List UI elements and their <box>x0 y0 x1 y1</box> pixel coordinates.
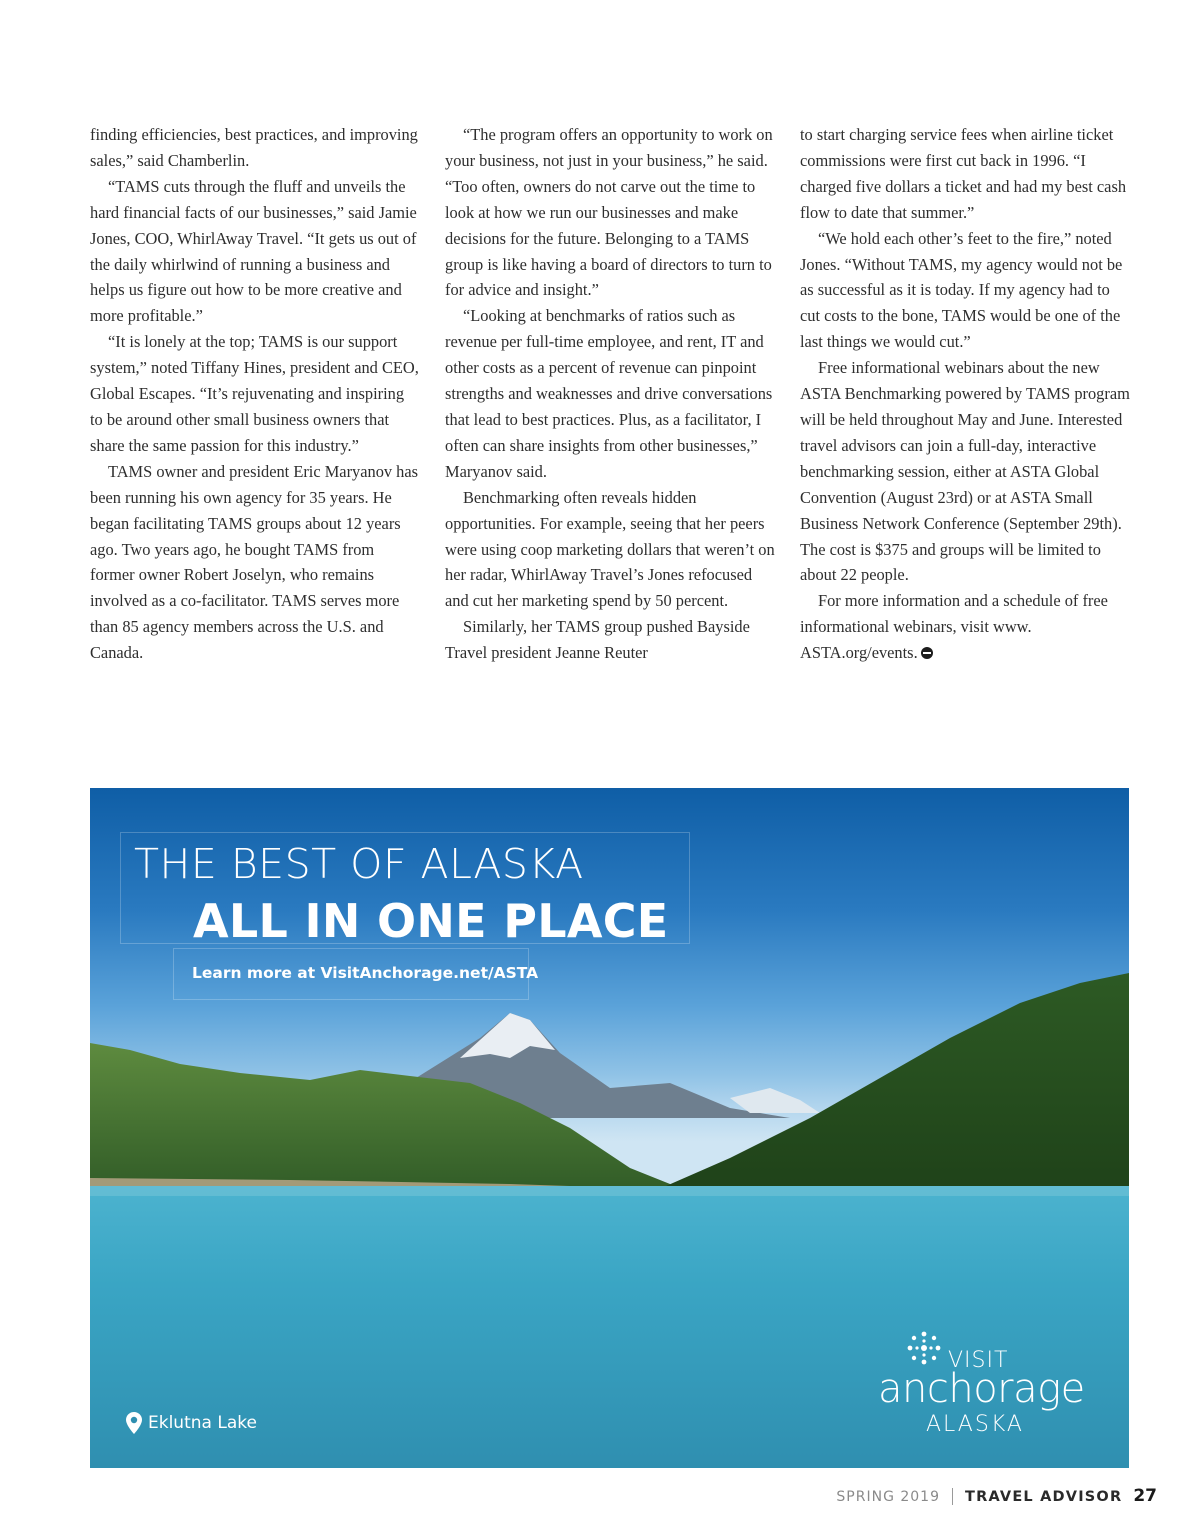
map-pin-icon <box>126 1412 142 1434</box>
anchorage-advertisement[interactable] <box>90 788 1129 1468</box>
magazine-name: TRAVEL ADVISOR <box>965 1489 1123 1505</box>
page-number: 27 <box>1133 1486 1157 1506</box>
issue-date: SPRING 2019 <box>836 1489 940 1505</box>
logo-anchorage: anchorage <box>878 1366 1085 1412</box>
location-label: Eklutna Lake <box>148 1413 257 1433</box>
paragraph-text: For more information and a schedule of free informational webinars, visit www. ASTA.org/events. <box>800 591 1108 663</box>
photo-location <box>126 1412 257 1434</box>
article-body <box>90 122 1130 752</box>
snowflake-icon <box>904 1328 944 1368</box>
left-hills <box>90 1043 690 1198</box>
footer-divider <box>952 1488 953 1505</box>
paragraph: Free informational webinars about the new ASTA Benchmarking powered by TAMS program will be held throughout May and June. Interested travel advisors can join a full-day, interactive benchmarking session, either at ASTA Global Convention (August 23rd) or at ASTA Small Business Network Conference (September 29th). The cost is $375 and groups will be limited to about 22 people. <box>800 358 1130 585</box>
ad-link-text[interactable]: Learn more at VisitAnchorage.net/ASTA <box>192 964 539 982</box>
paragraph: “TAMS cuts through the fluff and unveils the hard financial facts of our businesses,” said Jamie Jones, COO, WhirlAway Travel. “It gets us out of the daily whirlwind of running a business and helps us figure out how to be more creative and more profitable.” <box>90 176 417 326</box>
ad-headline: THE BEST OF ALASKA <box>134 840 584 888</box>
logo-alaska: ALASKA <box>926 1412 1024 1437</box>
paragraph: to start charging service fees when airline ticket commissions were first cut back in 1996. “I charged five dollars a ticket and had my best cash flow to date that summer.” <box>800 125 1127 222</box>
paragraph: finding efficiencies, best practices, and improving sales,” said Chamberlin. <box>90 125 418 170</box>
article-column-3 <box>800 122 1130 666</box>
paragraph: “Looking at benchmarks of ratios such as revenue per full-time employee, and rent, IT and other costs as a percent of revenue can pinpoint strengths and weaknesses and drive conversations that lead to best practices. Plus, as a facilitator, I often can share insights from other businesses,” Maryanov said. <box>445 306 773 481</box>
far-snow-right <box>730 1088 820 1113</box>
page-footer <box>836 1486 1157 1506</box>
article-column-1 <box>90 122 420 666</box>
right-hills <box>650 973 1129 1193</box>
article-column-2 <box>445 122 775 666</box>
paragraph: Benchmarking often reveals hidden opportunities. For example, seeing that her peers were using coop marketing dollars that weren’t on her radar, WhirlAway Travel’s Jones refocused and cut her marketing spend by 50 percent. <box>445 487 775 611</box>
end-of-article-icon <box>921 647 933 659</box>
logo-visit: VISIT <box>948 1348 1009 1373</box>
paragraph: “It is lonely at the top; TAMS is our support system,” noted Tiffany Hines, president and CEO, Global Escapes. “It’s rejuvenating and inspiring to be around other small business owners that share the same passion for this industry.” <box>90 332 419 455</box>
visit-anchorage-logo <box>870 1328 1100 1448</box>
paragraph-last <box>800 588 1130 666</box>
paragraph: TAMS owner and president Eric Maryanov has been running his own agency for 35 years. He began facilitating TAMS groups about 12 years ago. Two years ago, he bought TAMS from former owner Robert Joselyn, who remains involved as a co-facilitator. TAMS serves more than 85 agency members across the U.S. and Canada. <box>90 461 419 663</box>
paragraph: Similarly, her TAMS group pushed Bayside Travel president Jeanne Reuter <box>445 617 750 663</box>
paragraph: “We hold each other’s feet to the fire,” noted Jones. “Without TAMS, my agency would not be as successful as it is today. If my agency had to cut costs to the bone, TAMS would be one of the last things we would cut.” <box>800 228 1123 352</box>
ad-subheadline: ALL IN ONE PLACE <box>193 894 669 948</box>
paragraph: “The program offers an opportunity to work on your business, not just in your business,” he said. “Too often, owners do not carve out the time to look at how we run our businesses and make decisions for the future. Belonging to a TAMS group is like having a board of directors to turn to for advice and insight.” <box>445 125 773 300</box>
